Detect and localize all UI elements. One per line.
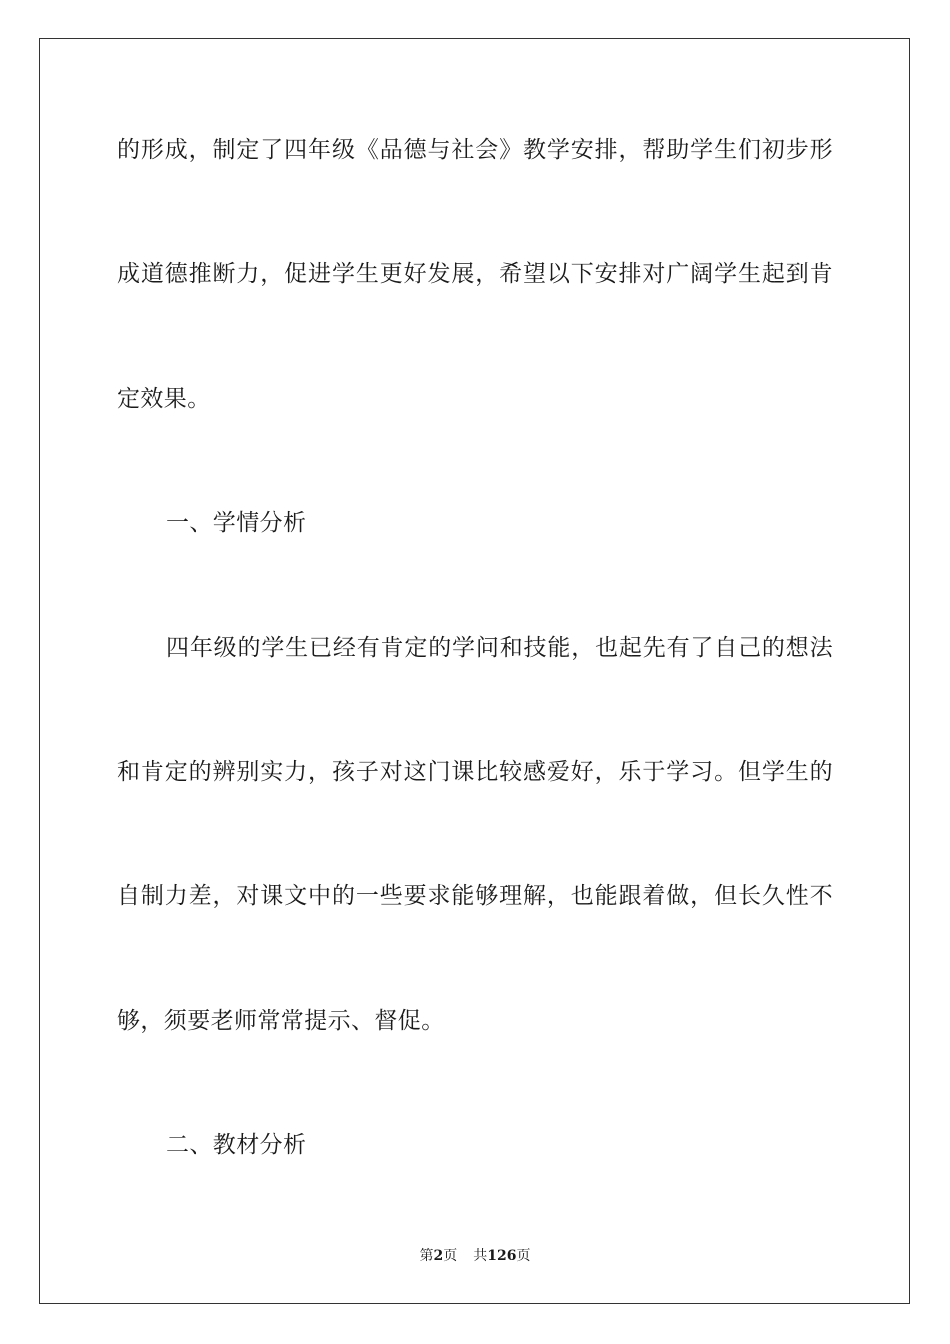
page-label-prefix: 第 [419,1248,434,1264]
body-text-line: 的形成，制定了四年级《品德与社会》教学安排，帮助学生们初步形 [117,137,833,163]
total-pages: 126 [487,1248,517,1264]
body-text-line: 够，须要老师常常提示、督促。 [117,1008,445,1034]
total-label-suffix: 页 [516,1248,531,1264]
body-text-line: 定效果。 [117,386,211,412]
body-text-line: 和肯定的辨别实力，孩子对这门课比较感爱好，乐于学习。但学生的 [117,759,833,785]
page-number: 2 [433,1248,444,1264]
page-footer [0,1246,950,1266]
body-text-line: 自制力差，对课文中的一些要求能够理解，也能跟着做，但长久性不 [117,883,833,909]
page-label-suffix: 页 [443,1248,458,1264]
body-text-line: 成道德推断力，促进学生更好发展，希望以下安排对广阔学生起到肯 [117,261,833,287]
page-frame [39,38,910,1304]
body-text-line: 四年级的学生已经有肯定的学问和技能，也起先有了自己的想法 [166,635,833,661]
total-label-prefix: 共 [473,1248,488,1264]
section-heading: 一、学情分析 [166,510,307,536]
section-heading: 二、教材分析 [166,1132,307,1158]
